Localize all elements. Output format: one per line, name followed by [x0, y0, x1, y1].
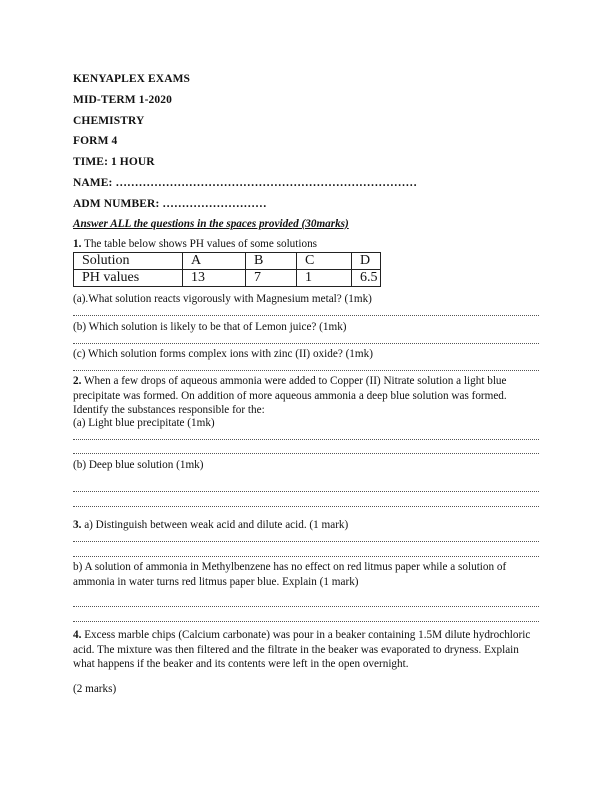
q2-body: When a few drops of aqueous ammonia were added to Copper (II) Nitrate solution a light blue precipitate was formed. On addition of more aqueous ammonia a deep blue solution was formed. Identify the substances responsible for the: — [73, 375, 507, 417]
q1b-text: (b) Which solution is likely to be that of Lemon juice? (1mk) — [73, 321, 347, 333]
answer-line — [73, 506, 539, 507]
answer-line — [73, 315, 539, 316]
table-row — [74, 270, 381, 287]
table-cell: D — [352, 253, 381, 270]
q3-number: 3. — [73, 519, 82, 531]
time-label: TIME: 1 HOUR — [73, 156, 155, 168]
exam-term: MID-TERM 1-2020 — [73, 94, 172, 106]
answer-line — [73, 556, 539, 557]
q4-text — [73, 628, 541, 672]
table-cell: 6.5 — [352, 270, 381, 287]
q4-number: 4. — [73, 629, 82, 641]
q2b-text: (b) Deep blue solution (1mk) — [73, 459, 204, 471]
q1-intro-text: The table below shows PH values of some solutions — [81, 238, 318, 250]
answer-line — [73, 621, 539, 622]
ph-values-table — [73, 252, 381, 287]
answer-line — [73, 453, 539, 454]
table-cell: 1 — [297, 270, 352, 287]
q4-marks: (2 marks) — [73, 683, 117, 695]
table-cell: 13 — [183, 270, 246, 287]
adm-number-field: ADM NUMBER: ……………………… — [73, 198, 267, 210]
table-cell: 7 — [246, 270, 297, 287]
q1c-text: (c) Which solution forms complex ions with zinc (II) oxide? (1mk) — [73, 348, 373, 360]
q4-body: Excess marble chips (Calcium carbonate) was pour in a beaker containing 1.5M dilute hydrochloric acid. The mixture was then filtered and the filtrate in the beaker was evaporated to dryness. Explain what happens if the beaker and its contents were left in the open overnight. — [73, 629, 531, 671]
q2-text — [73, 374, 541, 418]
form-label: FORM 4 — [73, 135, 118, 147]
table-cell: A — [183, 253, 246, 270]
q1-number: 1. — [73, 238, 82, 250]
answer-line — [73, 343, 539, 344]
table-cell: PH values — [74, 270, 183, 287]
school-name: KENYAPLEX EXAMS — [73, 73, 191, 85]
table-cell: Solution — [74, 253, 183, 270]
answer-line — [73, 606, 539, 607]
answer-line — [73, 491, 539, 492]
q3b-text: b) A solution of ammonia in Methylbenzene has no effect on red litmus paper while a solution of ammonia in water turns red litmus paper blue. Explain (1 mark) — [73, 561, 507, 588]
q2-number: 2. — [73, 375, 82, 387]
q3a-body: a) Distinguish between weak acid and dilute acid. (1 mark) — [81, 519, 349, 531]
table-header-row — [74, 253, 381, 270]
name-field: NAME: …………………………………………………………………… — [73, 177, 418, 189]
subject-title: CHEMISTRY — [73, 115, 145, 127]
q3a-text — [73, 518, 541, 533]
answer-line — [73, 541, 539, 542]
instruction: Answer ALL the questions in the spaces provided (30marks) — [73, 218, 349, 230]
q1a-text: (a).What solution reacts vigorously with Magnesium metal? (1mk) — [73, 293, 372, 305]
table-cell: B — [246, 253, 297, 270]
answer-line — [73, 370, 539, 371]
q1-intro — [73, 237, 541, 252]
answer-line — [73, 439, 539, 440]
table-cell: C — [297, 253, 352, 270]
q2a-text: (a) Light blue precipitate (1mk) — [73, 417, 215, 429]
